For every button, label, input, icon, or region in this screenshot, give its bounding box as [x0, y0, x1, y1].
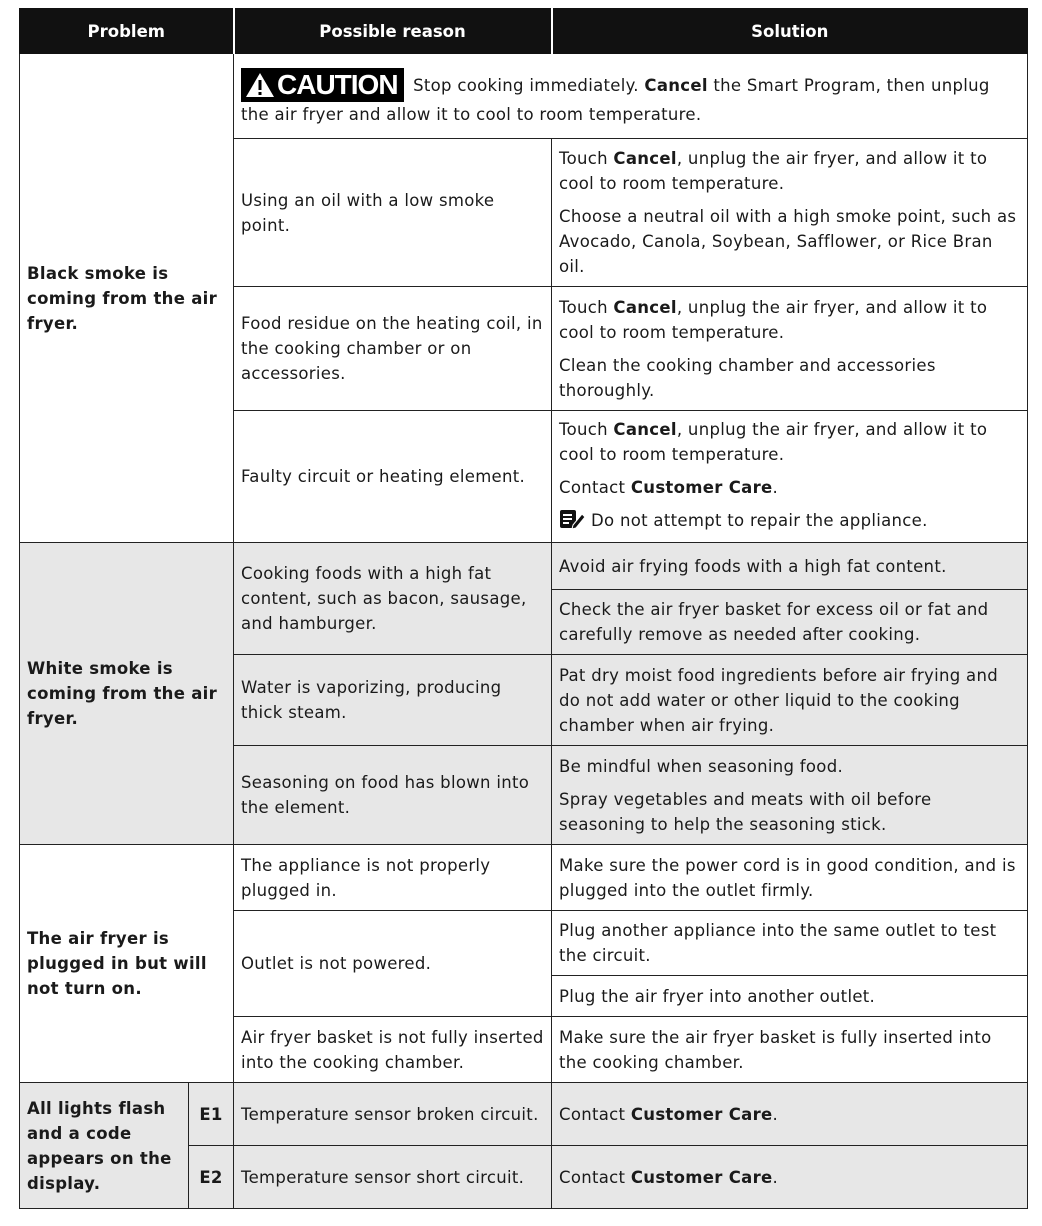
solution-e2 [552, 1146, 1028, 1209]
cancel-text: Cancel [613, 149, 677, 168]
touch-text: Touch [559, 297, 608, 317]
contact-text: Contact [559, 1104, 626, 1124]
reason-food-residue: Food residue on the heating coil, in the cooking chamber or on accessories. [234, 287, 552, 411]
warning-triangle-icon [245, 72, 275, 98]
solution-line: Be mindful when seasoning food. [559, 756, 844, 776]
solution-line: Spray vegetables and meats with oil before seasoning to help the seasoning stick. [559, 789, 932, 834]
period-text: . [772, 477, 779, 497]
problem-white-smoke: White smoke is coming from the air fryer. [20, 543, 234, 845]
header-reason: Possible reason [234, 9, 552, 54]
problem-error-code: All lights flash and a code appears on the display. [20, 1083, 189, 1209]
reason-high-fat: Cooking foods with a high fat content, such as bacon, sausage, and hamburger. [234, 543, 552, 655]
solution-insert-basket: Make sure the air fryer basket is fully inserted into the cooking chamber. [552, 1017, 1028, 1083]
solution-pat-dry: Pat dry moist food ingredients before air frying and do not add water or other liquid to the cooking chamber when air frying. [552, 655, 1028, 746]
unplug-text: , unplug the air fryer, and allow it to cool to room temperature. [559, 297, 988, 342]
touch-text: Touch [559, 419, 608, 439]
customer-care-text: Customer Care [630, 1104, 773, 1124]
solution-line [559, 417, 1020, 467]
header-problem: Problem [20, 9, 234, 54]
reason-short-circuit: Temperature sensor short circuit. [234, 1146, 552, 1209]
solution-line: Clean the cooking chamber and accessories thoroughly. [559, 355, 936, 400]
caution-text-a: Stop cooking immediately. [413, 75, 639, 95]
customer-care-text: Customer Care [630, 477, 773, 497]
problem-not-turning-on: The air fryer is plugged in but will not turn on. [20, 845, 234, 1083]
table-row [20, 54, 1028, 139]
customer-care-text: Customer Care [630, 1167, 773, 1187]
table-row [20, 1083, 1028, 1146]
note-pencil-icon [559, 508, 585, 537]
solution-line [559, 475, 1020, 500]
solution-line [559, 146, 1020, 196]
solution-line: Choose a neutral oil with a high smoke point, such as Avocado, Canola, Soybean, Safflower, or Rice Bran oil. [559, 207, 1017, 276]
reason-water-vapor: Water is vaporizing, producing thick steam. [234, 655, 552, 746]
contact-text: Contact [559, 1167, 626, 1187]
troubleshooting-table [19, 8, 1028, 1209]
solution-test-outlet: Plug another appliance into the same outlet to test the circuit. [552, 911, 1028, 976]
reason-basket-not-inserted: Air fryer basket is not fully inserted into the cooking chamber. [234, 1017, 552, 1083]
table-row [20, 845, 1028, 911]
code-e2: E2 [189, 1146, 234, 1209]
touch-text: Touch [559, 149, 608, 168]
reason-low-smoke-oil: Using an oil with a low smoke point. [234, 139, 552, 287]
unplug-text: , unplug the air fryer, and allow it to cool to room temperature. [559, 419, 988, 464]
unplug-text: , unplug the air fryer, and allow it to cool to room temperature. [559, 149, 988, 193]
header-row [20, 9, 1028, 54]
solution-food-residue [552, 287, 1028, 411]
solution-seasoning [552, 746, 1028, 845]
cancel-text: Cancel [613, 419, 677, 439]
solution-other-outlet: Plug the air fryer into another outlet. [552, 976, 1028, 1017]
table-row [20, 543, 1028, 590]
solution-avoid-fat: Avoid air frying foods with a high fat content. [552, 543, 1028, 590]
period-text: . [772, 1167, 779, 1187]
caution-badge [241, 68, 404, 102]
solution-faulty-circuit [552, 411, 1028, 543]
solution-low-smoke-oil [552, 139, 1028, 287]
period-text: . [772, 1104, 779, 1124]
cancel-text: Cancel [613, 297, 677, 317]
code-e1: E1 [189, 1083, 234, 1146]
solution-line [559, 295, 1020, 345]
reason-faulty-circuit: Faulty circuit or heating element. [234, 411, 552, 543]
caution-cell [234, 54, 1028, 139]
reason-broken-circuit: Temperature sensor broken circuit. [234, 1083, 552, 1146]
reason-seasoning: Seasoning on food has blown into the element. [234, 746, 552, 845]
solution-e1 [552, 1083, 1028, 1146]
solution-line [559, 508, 1020, 537]
header-solution: Solution [552, 9, 1028, 54]
problem-black-smoke: Black smoke is coming from the air fryer. [20, 54, 234, 543]
reason-not-plugged: The appliance is not properly plugged in. [234, 845, 552, 911]
note-text: Do not attempt to repair the appliance. [591, 510, 928, 530]
contact-text: Contact [559, 477, 626, 497]
reason-outlet-unpowered: Outlet is not powered. [234, 911, 552, 1017]
solution-power-cord: Make sure the power cord is in good condition, and is plugged into the outlet firmly. [552, 845, 1028, 911]
caution-cancel: Cancel [644, 75, 708, 95]
caution-label: CAUTION [277, 68, 398, 100]
caution-text-c: the Smart Program, then unplug the air fryer and allow it to cool to room temperature. [241, 75, 990, 124]
solution-check-basket: Check the air fryer basket for excess oil or fat and carefully remove as needed after cooking. [552, 590, 1028, 655]
